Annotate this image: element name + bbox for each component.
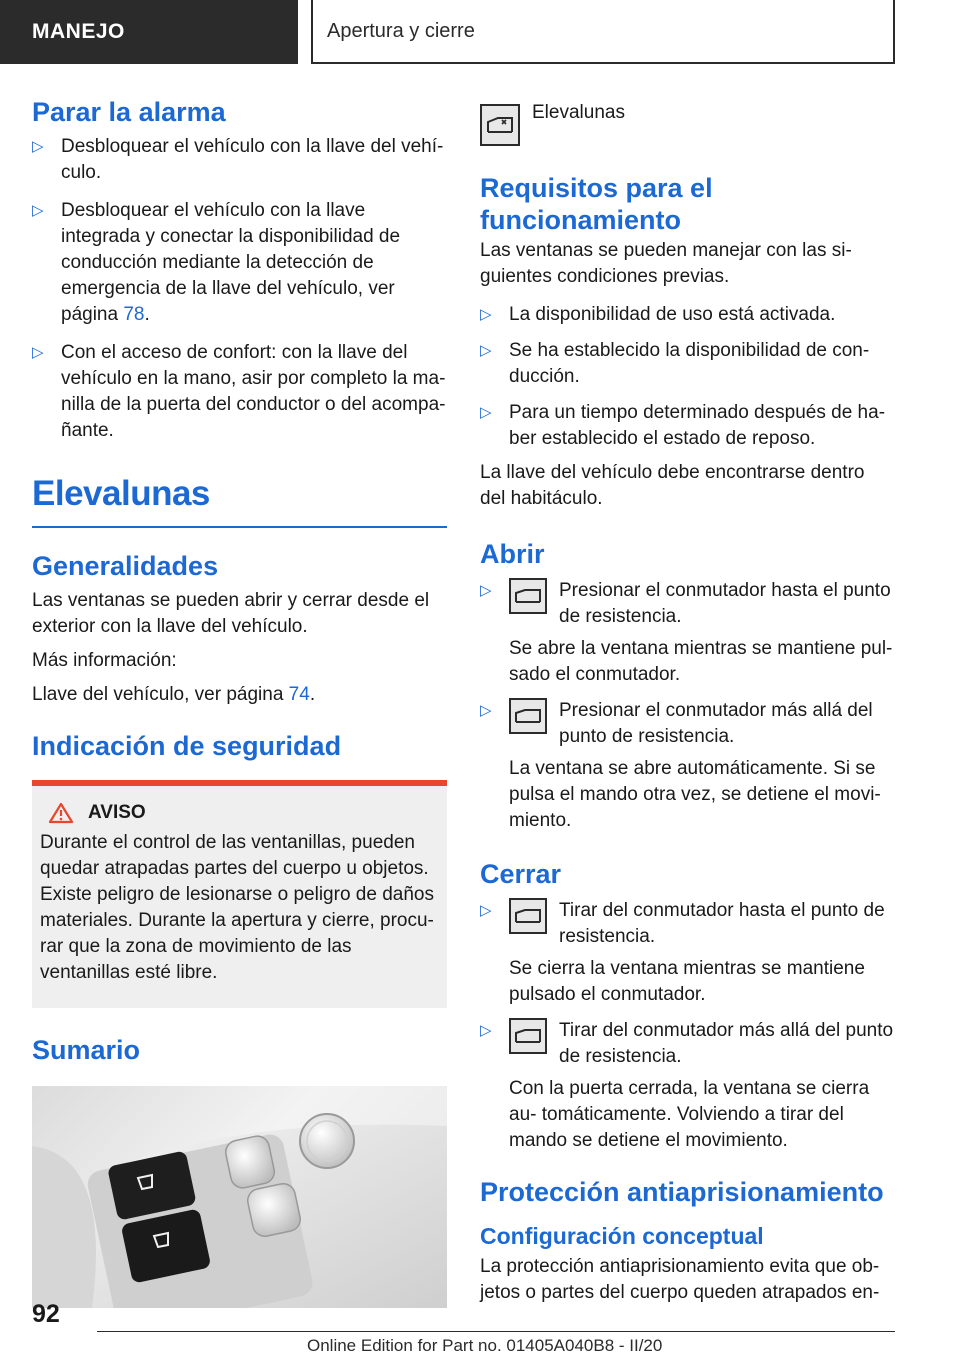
action-text: Tirar del conmutador hasta el punto de resistencia. bbox=[559, 900, 885, 947]
left-column bbox=[32, 96, 447, 1308]
window-switch-icon bbox=[480, 104, 520, 146]
list-item bbox=[480, 302, 895, 328]
list-item bbox=[480, 338, 895, 390]
list-item-text: La disponibilidad de uso está activada. bbox=[509, 304, 836, 325]
general-title: Generalidades bbox=[32, 551, 219, 581]
header-chapter bbox=[311, 0, 895, 64]
section-title: Elevalunas bbox=[32, 474, 210, 513]
list-item-text: Desbloquear el vehículo con la llave del vehí‐ culo. bbox=[61, 136, 444, 183]
general-text: Las ventanas se pueden abrir y cerrar desde el exterior con la llave del vehículo. bbox=[32, 590, 430, 637]
concept-title: Configuración conceptual bbox=[480, 1223, 764, 1249]
action-row bbox=[509, 578, 895, 630]
warning-label: AVISO bbox=[88, 802, 146, 823]
list-item-text: Para un tiempo determinado después de ha‐ ber establecido el estado de reposo. bbox=[509, 402, 886, 449]
summary-title: Sumario bbox=[32, 1035, 141, 1065]
window-switch-icon bbox=[509, 1018, 547, 1054]
result-text: La ventana se abre automáticamente. Si se pulsa el mando otra vez, se detiene el movi‐ miento. bbox=[509, 758, 881, 831]
key-reference: Llave del vehículo, ver página 74. bbox=[32, 684, 316, 705]
header-chapter-label: Apertura y cierre bbox=[327, 19, 475, 42]
open-step bbox=[480, 578, 895, 688]
warning-text: Durante el control de las ventanillas, pueden quedar atrapadas partes del cuerpo u objetos. Existe peligro de lesionarse o peligro de daños materiales. Durante la apertura y cierre, procu‐ rar que la zona de movimiento de las ventanillas esté libre. bbox=[40, 832, 434, 983]
list-item bbox=[32, 340, 447, 444]
header-section-label: MANEJO bbox=[32, 20, 125, 43]
window-switch-icon bbox=[509, 898, 547, 934]
result-text: Se cierra la ventana mientras se mantiene pulsado el conmutador. bbox=[509, 958, 865, 1005]
more-info-label: Más información: bbox=[32, 650, 177, 671]
bullet-triangle-icon: ▷ bbox=[480, 902, 492, 919]
bullet-triangle-icon: ▷ bbox=[32, 202, 44, 219]
requirements-note: La llave del vehículo debe encontrarse dentro del habitáculo. bbox=[480, 462, 865, 509]
page-number: 92 bbox=[32, 1300, 60, 1328]
page-link[interactable]: 78 bbox=[123, 304, 145, 325]
list-item-text: Con el acceso de confort: con la llave del vehículo en la mano, asir por completo la ma‐ nilla de la puerta del conductor o del acompa‐ ñante. bbox=[61, 342, 446, 441]
list-item bbox=[480, 400, 895, 452]
action-text: Tirar del conmutador más allá del punto de resistencia. bbox=[559, 1020, 894, 1067]
bullet-triangle-icon: ▷ bbox=[480, 582, 492, 599]
alarm-title: Parar la alarma bbox=[32, 97, 226, 127]
list-item-text: Desbloquear el vehículo con la llave integrada y conectar la disponibilidad de conducción mediante la detección de emergencia de la llave del vehículo, ver página bbox=[61, 200, 401, 325]
list-item bbox=[32, 134, 447, 186]
window-switch-icon bbox=[509, 578, 547, 614]
requirements-title: Requisitos para el funcionamiento bbox=[480, 173, 713, 235]
warning-triangle-icon bbox=[48, 802, 74, 824]
result-text: Se abre la ventana mientras se mantiene pul‐ sado el conmutador. bbox=[509, 638, 893, 685]
pinch-protection-title: Protección antiaprisionamiento bbox=[480, 1177, 884, 1207]
footer-edition: Online Edition for Part no. 01405A040B8 - II/20 bbox=[307, 1336, 663, 1355]
action-text: Presionar el conmutador más allá del punto de resistencia. bbox=[559, 700, 873, 747]
window-switch-icon bbox=[509, 698, 547, 734]
icon-caption-row bbox=[480, 104, 895, 146]
bullet-triangle-icon: ▷ bbox=[480, 404, 492, 421]
action-row bbox=[509, 1018, 895, 1070]
window-switch-photo bbox=[32, 1086, 447, 1308]
window-switch-illustration bbox=[32, 1086, 447, 1308]
open-step bbox=[480, 698, 895, 834]
right-column bbox=[480, 104, 895, 1306]
warning-header bbox=[48, 802, 439, 824]
bullet-triangle-icon: ▷ bbox=[480, 1022, 492, 1039]
bullet-triangle-icon: ▷ bbox=[32, 138, 44, 155]
action-row bbox=[509, 698, 895, 750]
list-item-text: Se ha establecido la disponibilidad de con‐ ducción. bbox=[509, 340, 870, 387]
warning-box bbox=[32, 780, 447, 1008]
page-link[interactable]: 74 bbox=[288, 684, 310, 705]
section-rule bbox=[32, 526, 447, 528]
result-text: Con la puerta cerrada, la ventana se cierra au‐ tomáticamente. Volviendo a tirar del mando se detiene el movimiento. bbox=[509, 1078, 870, 1151]
safety-title: Indicación de seguridad bbox=[32, 731, 342, 761]
header-section bbox=[0, 0, 298, 64]
close-title: Cerrar bbox=[480, 859, 562, 889]
concept-text: La protección antiaprisionamiento evita que ob‐ jetos o partes del cuerpo queden atrapados en‐ bbox=[480, 1256, 880, 1303]
key-reference-text: Llave del vehículo, ver página bbox=[32, 684, 284, 705]
requirements-intro: Las ventanas se pueden manejar con las si‐ guientes condiciones previas. bbox=[480, 240, 852, 287]
open-title: Abrir bbox=[480, 539, 545, 569]
close-step bbox=[480, 898, 895, 1008]
action-row bbox=[509, 898, 895, 950]
list-item: ▷ Desbloquear el vehículo con la llave integrada y conectar la disponibilidad de conducción mediante la detección de emergencia de la llave del vehículo, ver página 78. bbox=[32, 200, 401, 325]
footer-rule bbox=[97, 1331, 895, 1332]
close-step bbox=[480, 1018, 895, 1154]
bullet-triangle-icon: ▷ bbox=[480, 702, 492, 719]
bullet-triangle-icon: ▷ bbox=[480, 306, 492, 323]
icon-caption: Elevalunas bbox=[532, 102, 625, 123]
bullet-triangle-icon: ▷ bbox=[480, 342, 492, 359]
action-text: Presionar el conmutador hasta el punto de resistencia. bbox=[559, 580, 891, 627]
bullet-triangle-icon: ▷ bbox=[32, 344, 44, 361]
